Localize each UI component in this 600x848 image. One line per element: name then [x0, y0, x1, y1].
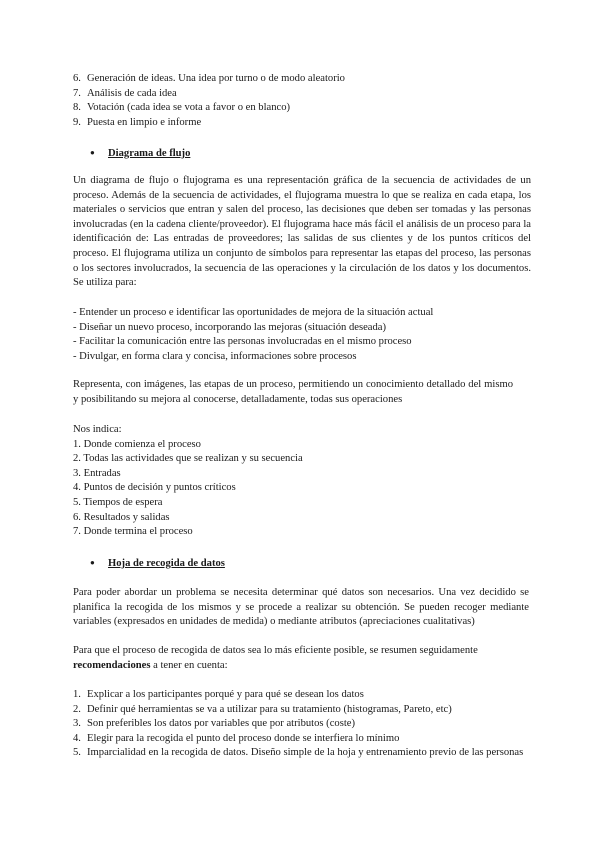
list-item: 4. Puntos de decisión y puntos críticos [73, 482, 236, 494]
uses-list [73, 306, 533, 364]
bold-term: recomendaciones [73, 659, 151, 671]
list-item [73, 87, 533, 102]
bullet-icon: ● [90, 558, 95, 567]
paragraph-text: Representa, con imágenes, las etapas de un proceso, permitiendo un conocimiento detallado del mismo y posibilitando su mejora al conocerse, detalladamente, todas sus operaciones [73, 379, 513, 405]
list-text: Explicar a los participantes porqué y para qué se desean los datos [87, 689, 364, 700]
list-item [73, 746, 533, 761]
list-number: 1. [73, 689, 81, 700]
list-item [73, 732, 533, 747]
list-number: 2. [73, 703, 81, 715]
list-item [73, 703, 533, 718]
list-text: Votación (cada idea se vota a favor o en blanco) [87, 102, 291, 114]
list-text: Puesta en limpio e informe [87, 116, 202, 128]
list-item: - Entender un proceso e identificar las oportunidades de mejora de la situación actual [73, 307, 434, 318]
section-title: Hoja de recogida de datos [108, 558, 225, 569]
section-heading-hoja [90, 556, 225, 572]
list-text: Definir qué herramientas se va a utilizar para su tratamiento (histogramas, Pareto, etc) [87, 703, 452, 715]
paragraph-text: Un diagrama de flujo o flujograma es una representación gráfica de la secuencia de actividades de un proceso. Además de la secuencia de actividades, el flujograma muestra lo que se realiza en cada etapa, los materiales o servicios que entran y salen del proceso, las decisiones que deben ser tomadas y las personas involucradas (en la cadena cliente/proveedor). El flujograma hace más fácil el análisis de un proceso para la identificación de: Las entradas de proveedores; las salidas de sus clientes y de los puntos críticos del proceso. El flujograma utiliza un conjunto de símbolos para representar las etapas del proceso, las personas o los sectores involucrados, la secuencia de las operaciones y la circulación de los datos y los documentos. Se utiliza para: [73, 175, 531, 289]
list-item [73, 717, 533, 732]
list-item: 7. Donde termina el proceso [73, 526, 193, 538]
list-text: Elegir para la recogida el punto del proceso donde se interfiera lo mínimo [87, 732, 400, 744]
paragraph-intro-hoja [73, 586, 529, 630]
list-number: 6. [73, 73, 81, 84]
section-heading-diagrama [90, 146, 190, 162]
paragraph-recomendaciones [73, 644, 529, 673]
list-item [73, 116, 533, 131]
paragraph-text: Para que el proceso de recogida de datos sea lo más eficiente posible, se resumen seguidamente recomendaciones a tener en cuenta: [73, 645, 478, 671]
paragraph-text: Para poder abordar un problema se necesita determinar qué datos son necesarios. Una vez decidido se planifica la recogida de los mismos y se procede a realizar su obtención. Se pueden recoger mediante variables (expresados en unidades de medida) o mediante atributos (apreciaciones cualitativas) [73, 587, 529, 628]
list-item [73, 72, 533, 87]
list-number: 4. [73, 732, 81, 744]
list-item: 1. Donde comienza el proceso [73, 438, 201, 450]
list-number: 5. [73, 747, 81, 759]
list-number: 9. [73, 116, 81, 128]
list-item: - Diseñar un nuevo proceso, incorporando las mejoras (situación deseada) [73, 321, 386, 333]
indica-list [73, 423, 533, 540]
list-item [73, 688, 533, 703]
bullet-icon: ● [90, 148, 95, 157]
list-text: Son preferibles los datos por variables que por atributos (coste) [87, 718, 356, 730]
paragraph-representa [73, 378, 513, 407]
list-text: Generación de ideas. Una idea por turno o de modo aleatorio [87, 73, 345, 84]
list-item: 6. Resultados y salidas [73, 511, 170, 523]
list-item: - Facilitar la comunicación entre las personas involucradas en el mismo proceso [73, 336, 412, 348]
list-text: Análisis de cada idea [87, 87, 177, 99]
list-item: 5. Tiempos de espera [73, 496, 163, 508]
list-label: Nos indica: [73, 424, 122, 435]
list-text: Imparcialidad en la recogida de datos. Diseño simple de la hoja y entrenamiento previo de las personas [87, 747, 524, 759]
top-numbered-list [73, 72, 533, 130]
list-item: - Divulgar, en forma clara y concisa, informaciones sobre procesos [73, 350, 357, 362]
list-item: 2. Todas las actividades que se realizan y su secuencia [73, 453, 303, 465]
recommendations-list [73, 688, 533, 761]
list-number: 7. [73, 87, 81, 99]
list-number: 3. [73, 718, 81, 730]
list-number: 8. [73, 102, 81, 114]
paragraph-intro-flujo [73, 174, 531, 291]
list-item: 3. Entradas [73, 467, 121, 479]
section-title: Diagrama de flujo [108, 148, 191, 159]
list-item [73, 101, 533, 116]
